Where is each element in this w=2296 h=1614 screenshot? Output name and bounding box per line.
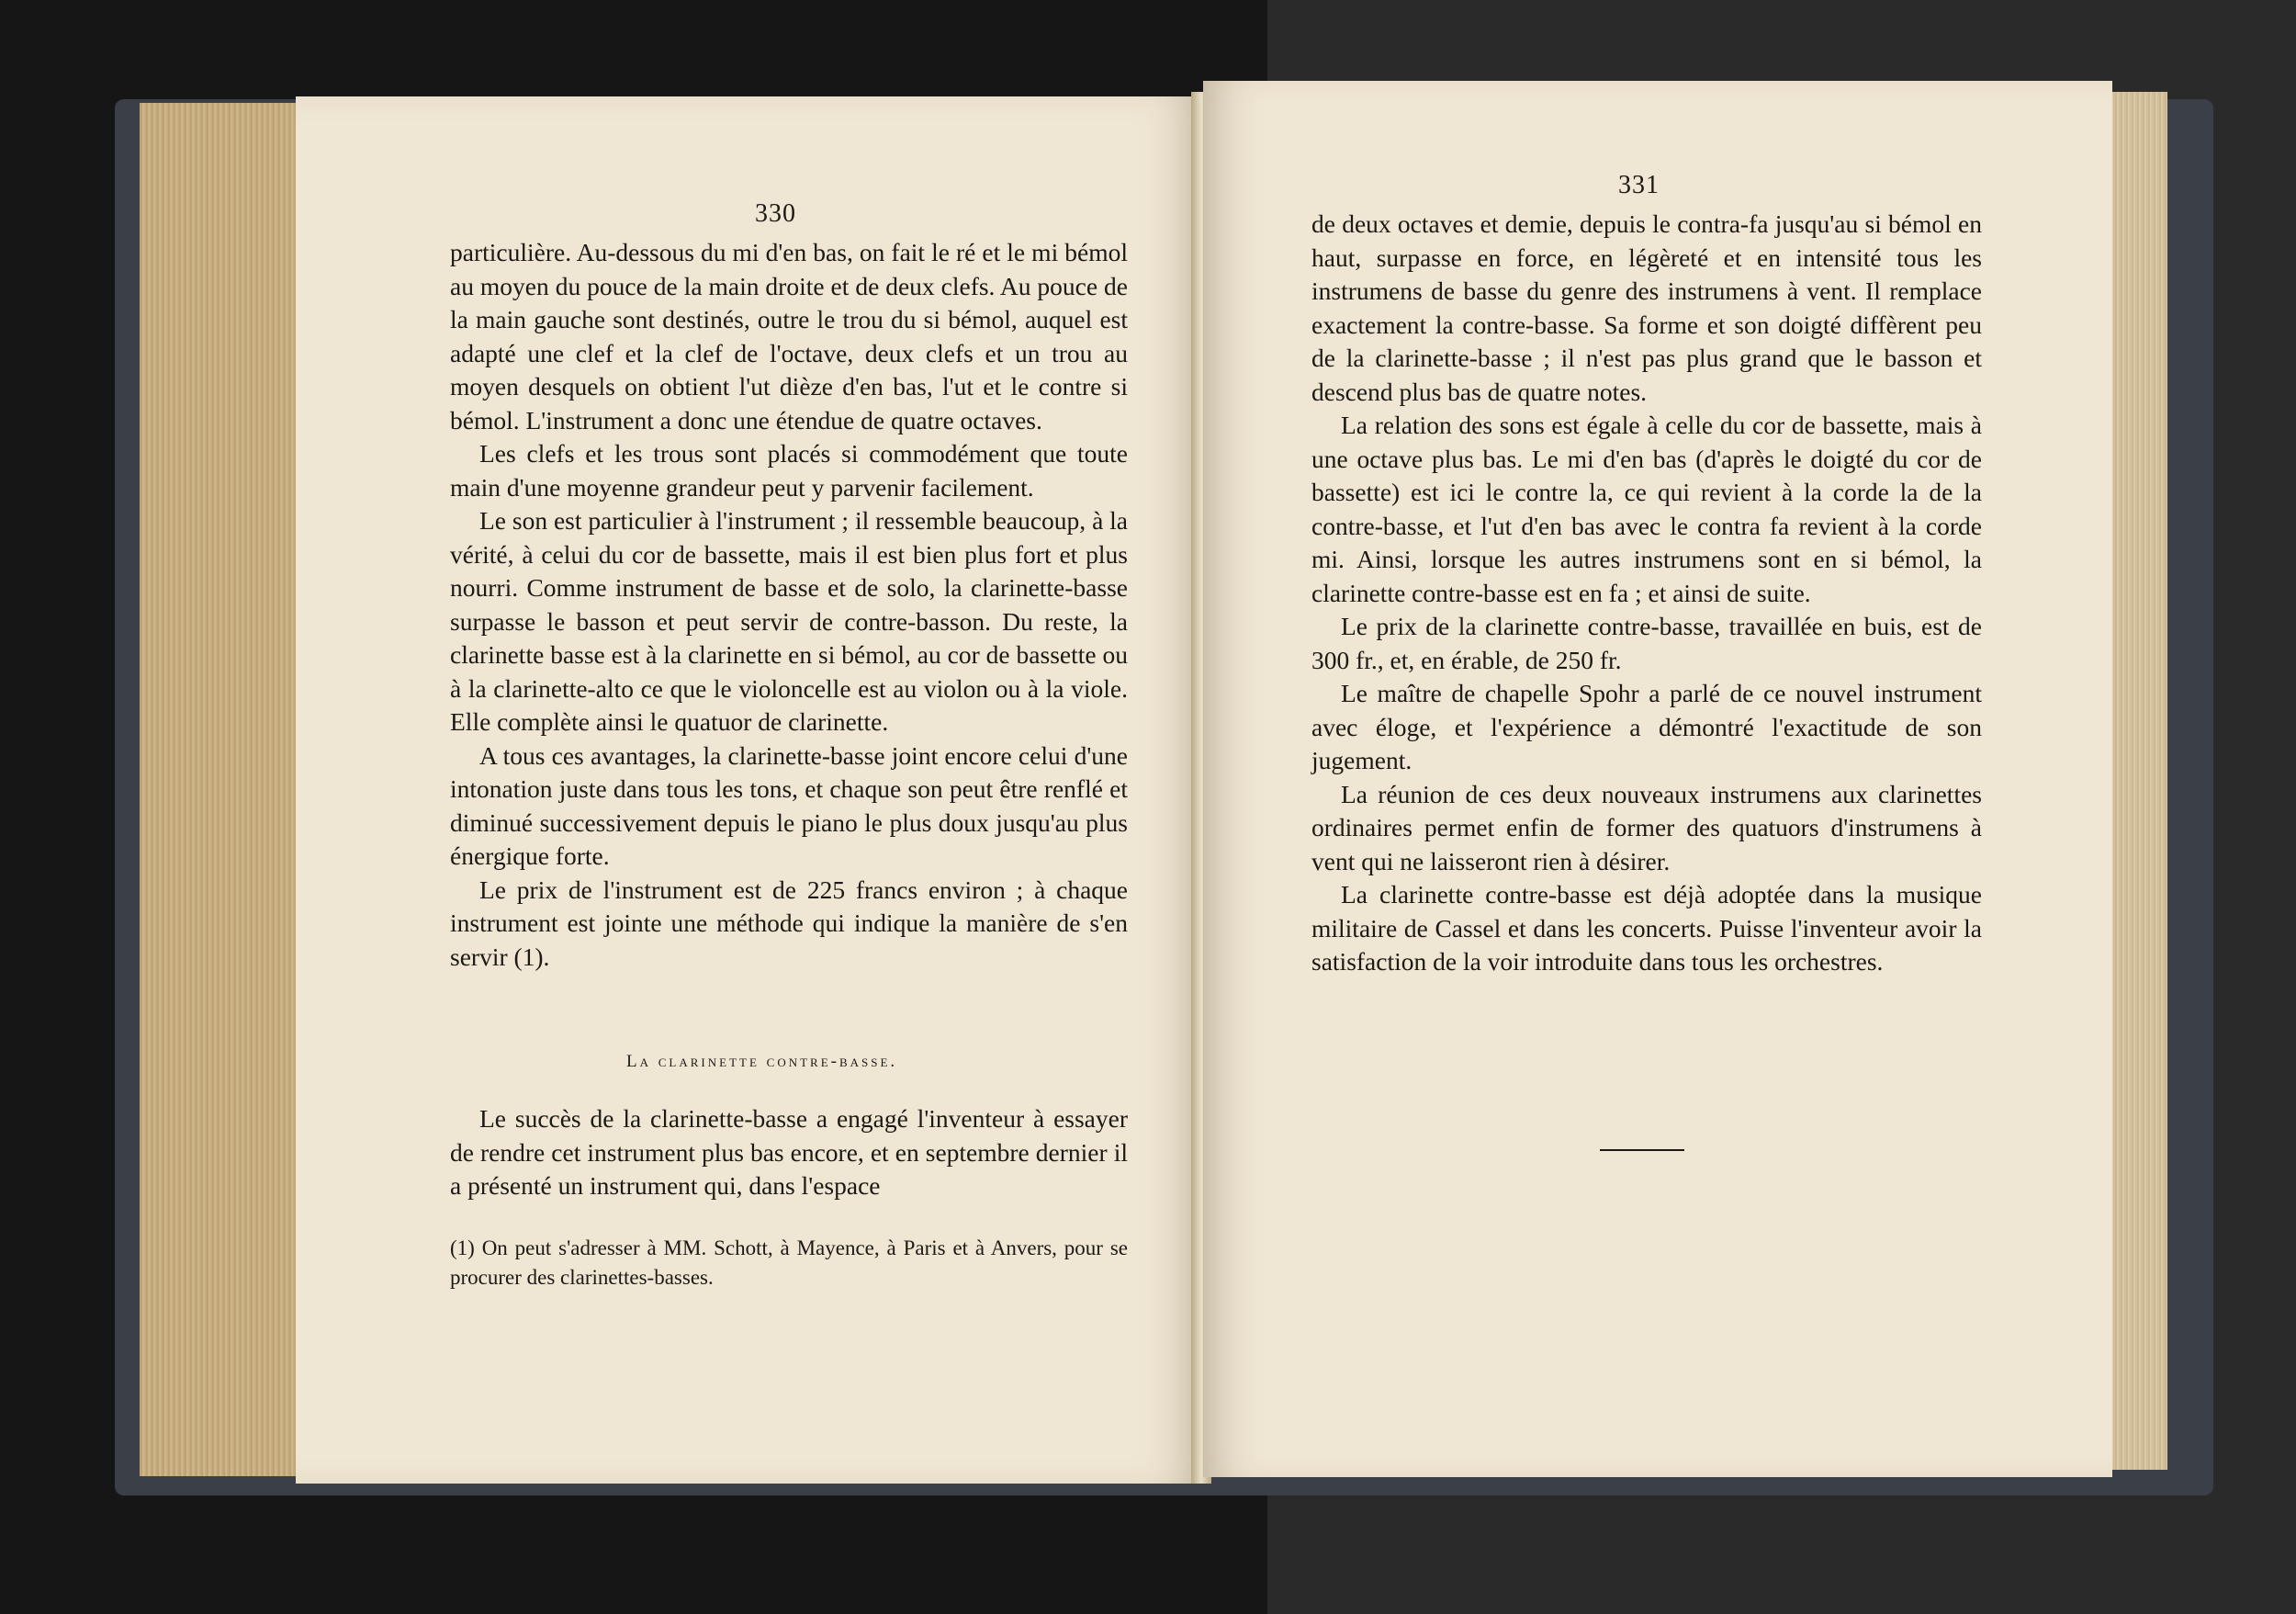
left-paragraph-5: Le prix de l'instrument est de 225 francs environ ; à chaque instrument est jointe une méthode qui indique la manière de s'en servir (1). [450, 875, 1128, 971]
left-paragraph-3: Le son est particulier à l'instrument ; il ressemble beaucoup, à la vérité, à celui du cor de bassette, mais il est bien plus fort et plus nourri. Comme instrument de basse et de solo, la clarinette-basse surpasse le basson et peut servir de contre-basson. Du reste, la clarinette basse est à la clarinette en si bémol, au cor de bassette ou à la clarinette-alto ce que le violoncelle est au violon ou à la viole. Elle complète ainsi le quatuor de clarinette. [450, 506, 1128, 736]
left-paragraph-2: Les clefs et les trous sont placés si commodément que toute main d'une moyenne grandeur peut y parvenir facilement. [450, 439, 1128, 502]
left-page [296, 96, 1200, 1484]
right-paragraph-3: Le prix de la clarinette contre-basse, travaillée en buis, est de 300 fr., et, en érable, de 250 fr. [1311, 612, 1982, 674]
page-edges-right [2103, 92, 2167, 1470]
left-paragraph-1: particulière. Au-dessous du mi d'en bas, on fait le ré et le mi bémol au moyen du pouce de la main droite et de deux clefs. Au pouce de la main gauche sont destinés, outre le trou du si bémol, auquel est adapté une clef et la clef de l'octave, deux clefs et un trou au moyen desquels on obtient l'ut dièze d'en bas, l'ut et le contre si bémol. L'instrument a donc une étendue de quatre octaves. [450, 238, 1128, 435]
section-heading: La clarinette contre-basse. [626, 1052, 898, 1071]
left-paragraph-6: Le succès de la clarinette-basse a engagé l'inventeur à essayer de rendre cet instrument plus bas encore, et en septembre dernier il a présenté un instrument qui, dans l'espace [450, 1104, 1128, 1200]
page-edges-left [140, 103, 310, 1476]
right-page-number: 331 [1618, 171, 1660, 199]
left-paragraph-4: A tous ces avantages, la clarinette-basse joint encore celui d'une intonation juste dans tous les tons, et chaque son peut être renflé et diminué successivement depuis le piano le plus doux jusqu'au plus énergique forte. [450, 740, 1128, 870]
right-paragraph-4: Le maître de chapelle Spohr a parlé de ce nouvel instrument avec éloge, et l'expérience a démontré l'exactitude de son jugement. [1311, 679, 1982, 774]
left-page-number: 330 [755, 199, 796, 228]
right-paragraph-1: de deux octaves et demie, depuis le contra-fa jusqu'au si bémol en haut, surpasse en force, en légèreté et en intensité tous les instrumens de basse du genre des instrumens à vent. Il remplace exactement la contre-basse. Sa forme et son doigté diffèrent peu de la clarinette-basse ; il n'est pas plus grand que le basson et descend plus bas de quatre notes. [1311, 209, 1982, 406]
right-page-body [1311, 208, 1982, 979]
right-paragraph-5: La réunion de ces deux nouveaux instrumens aux clarinettes ordinaires permet enfin de former des quatuors d'instrumens à vent qui ne laisseront rien à désirer. [1311, 779, 1982, 875]
right-paragraph-6: La clarinette contre-basse est déjà adoptée dans la musique militaire de Cassel et dans les concerts. Puisse l'inventeur avoir la satisfaction de la voir introduite dans tous les orchestres. [1311, 880, 1982, 976]
left-page-body-after [450, 1102, 1128, 1203]
left-page-body [450, 236, 1128, 974]
footnote: (1) On peut s'adresser à MM. Schott, à Mayence, à Paris et à Anvers, pour se procurer des clarinettes-basses. [450, 1236, 1128, 1289]
right-page [1203, 81, 2112, 1477]
end-rule [1600, 1149, 1684, 1151]
right-paragraph-2: La relation des sons est égale à celle du cor de bassette, mais à une octave plus bas. Le mi d'en bas (d'après le doigté du cor de bassette) est ici le contre la, ce qui revient à la corde la de la contre-basse, et l'ut d'en bas avec le contra fa revient à la corde mi. Ainsi, lorsque les autres instrumens sont en si bémol, la clarinette contre-basse est en fa ; et ainsi de suite. [1311, 411, 1982, 607]
